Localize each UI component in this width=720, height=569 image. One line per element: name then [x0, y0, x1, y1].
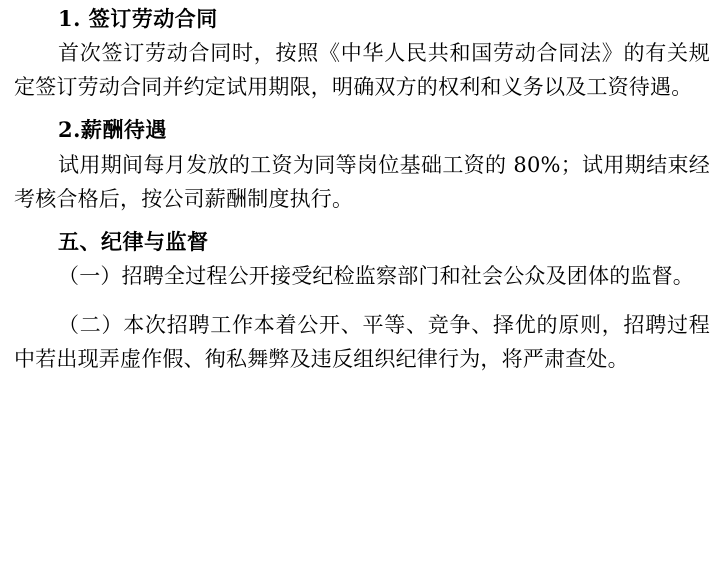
- paragraph-spacer: [14, 295, 710, 308]
- section-heading-5: 五、纪律与监督: [58, 228, 209, 254]
- section-paragraph-1-1: 首次签订劳动合同时，按照《中华人民共和国劳动合同法》的有关规定签订劳动合同并约定试用期限，明确双方的权利和义务以及工资待遇。: [14, 41, 710, 100]
- section-heading-1: 1. 签订劳动合同: [58, 6, 218, 31]
- section-heading-2: 2.薪酬待遇: [58, 117, 167, 143]
- section-paragraph-2-1: 试用期间每月发放的工资为同等岗位基础工资的 80%；试用期结束经考核合格后，按公司薪酬制度执行。: [14, 152, 710, 211]
- section-paragraph-5-2: （二）本次招聘工作本着公开、平等、竞争、择优的原则，招聘过程中若出现弄虚作假、徇私舞弊及违反组织纪律行为，将严肃查处。: [14, 313, 710, 372]
- section-paragraph-5-1: （一）招聘全过程公开接受纪检监察部门和社会公众及团体的监督。: [58, 264, 694, 289]
- paragraph-spacer: [14, 106, 710, 115]
- paragraph-spacer: [14, 218, 710, 227]
